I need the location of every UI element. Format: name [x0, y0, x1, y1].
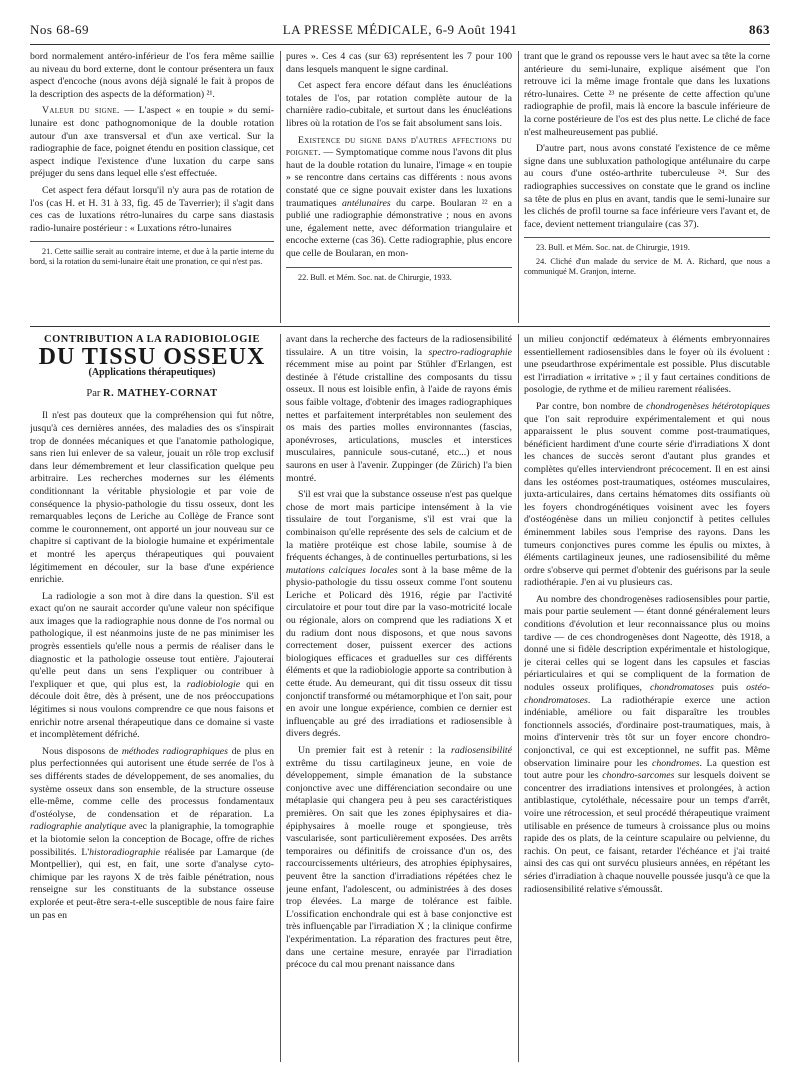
- paragraph: D'autre part, nous avons constaté l'existence de ce même signe dans une subluxation pathologique antélunaire du carpe au cours d'une ostéo-arthrite tuberculeuse ²⁴. Sur des radiographies successives on constate que le grand os incline sa tête de plus en plus en avant, tandis que le semi-lunaire sur les clichés de profil tourne sa face inférieure vers l'avant et, de face, devient nettement triangulaire (cas 37).: [524, 143, 770, 230]
- paragraph: Cet aspect fera défaut lorsqu'il n'y aura pas de rotation de l'os (cas H. et H. 31 à 33, fig. 45 de Taverrier); il s'agit dans ces cas de luxations rétro-lunaires du carpe sans diastasis radio-lunaire postérieur : « Luxations rétro-lunaires: [30, 184, 274, 234]
- paragraph: [286, 745, 512, 972]
- paragraph-text: Nous disposons de: [42, 745, 122, 757]
- column-divider: [518, 51, 519, 323]
- page-number: 863: [749, 22, 770, 37]
- emphasis: ostéo-chondromatoses: [524, 682, 770, 706]
- emphasis: chondromes: [652, 757, 700, 769]
- paragraph-text: avec la planigraphie, la tomographie et la biotomie selon la conception de Bocage, offre de riches possibilités. L': [30, 821, 274, 858]
- emphasis: chondro-sarcomes: [602, 770, 675, 782]
- article-heading: [30, 334, 274, 400]
- emphasis: méthodes radiographiques: [121, 745, 228, 757]
- footnote-separator: [30, 241, 274, 242]
- section-label: Valeur du signe.: [42, 105, 120, 117]
- top-column-3: [524, 51, 770, 325]
- article-kicker: CONTRIBUTION A LA RADIOBIOLOGIE: [44, 334, 260, 345]
- paragraph-text: sur lesquels doivent se concentrer des irradiations intensives et prolongées, à action antiblastique, cytoléthale, nécessaire pour un temps d'arrêt, voire une rétrocession, et seul procédé thérapeutique vraiment utilisable en présence de tumeurs à croissance plus ou moins rapide des os plats, de la ceinture scapulaire ou pelvienne, du rachis. On peut, ce faisant, retarder l'échéance et j'ai traité ainsi des cas qui ont survécu plusieurs années, en répétant les séries d'irradiation à chaque nouvelle poussée jusqu'à ce que la radiosensibilité relative s'émoussât.: [524, 770, 770, 895]
- paragraph: Cet aspect fera encore défaut dans les énucléations totales de l'os, par rotation complète autour de la charnière radio-cubitale, et surtout dans les énucléations libres où la rotation de l'os se fait absolument sans lois.: [286, 80, 512, 129]
- paragraph-text: — L'aspect « en toupie » du semi-lunaire est donc pathognomonique de la double rotation autour d'un axe transversal et d'un axe vertical. Sur la radiographie de face, poignet étendu en position classique, cet aspect indique l'existence d'une luxation du carpe sans préjuger du sens dans lequel elle s'est effectuée.: [30, 105, 274, 180]
- paragraph: pures ». Ces 4 cas (sur 63) représentent les 7 pour 100 dans lesquels manquent le signe cardinal.: [286, 51, 512, 75]
- paragraph: [286, 489, 512, 741]
- column-divider: [280, 51, 281, 323]
- paragraph-text: de plus en plus perfectionnées qui autorisent une étude serrée de l'os à ses différents stades de développement, de ses anomalies, du système osseux dans son ensemble, de la structure osseuse elle-même, comme celle des processus fondamentaux d'ostéolyse, de condensation et de réparation. La: [30, 745, 274, 820]
- paragraph: [30, 105, 274, 181]
- paragraph-text: Un premier fait est à retenir : la: [298, 745, 452, 756]
- emphasis: mutations calciques locales: [286, 564, 398, 576]
- column-divider: [518, 334, 519, 1062]
- issue-number: Nos 68-69: [30, 22, 90, 37]
- paragraph-text: Par contre, bon nombre de: [536, 400, 647, 412]
- header-rule: [30, 44, 770, 45]
- paragraph: bord normalement antéro-inférieur de l'os fera même saillie au niveau du bord externe, dont le contour présentera un faux aspect d'encoche (nous avons déjà signalé le fait à propos de la description des aspects de la déformation) ²¹.: [30, 51, 274, 100]
- article-column-1: [30, 334, 274, 1064]
- paragraph: un milieu conjonctif œdémateux à éléments embryonnaires essentiellement radiosensibles dans le foyer où ils évoluent : une pseudarthrose expérimentale est possible. Plus discutable est l'irradiation « irritative » ; il y faut certaines conditions de posologie, de rythme et de milieu rarement réalisées.: [524, 334, 770, 396]
- article-column-3: [524, 334, 770, 1064]
- section-label: Existence du signe dans d'autres affections du poignet.: [286, 134, 512, 159]
- paragraph-text: . La radiothérapie exerce une action indéniable, améliore ou fait disparaître les troubles fonctionnels associés, d'ordinaire post-traumatiques, mais, à moins d'intervenir très tôt sur un foyer encore chondro-conjonctival, ce qui est exceptionnel, ne suffit pas. Même observation liminaire pour les: [524, 694, 770, 769]
- author-name: R. MATHEY-CORNAT: [103, 387, 218, 399]
- paragraph-text: puis: [713, 682, 747, 694]
- paragraph: trant que le grand os repousse vers le haut avec sa tête la corne antérieure du semi-lunaire, explique aisément que l'on retrouve ici la même image frontale que dans les luxations rétro-lunaires. Cette ²³ ne présente de cette affection qu'une radiographie de profil, mais là encore la bascule inférieure de la corne postérieure de l'os est des plus nette. Le cliché de face n'est malheureusement pas publié.: [524, 51, 770, 138]
- emphasis: chondrogenèses hétérotopiques: [646, 400, 770, 412]
- paragraph-text: sont à la base même de la physio-pathologie du tissu osseux comme l'ont soutenu Leriche et Policard dès 1916, régie par l'activité circulatoire et pour tout dire par la vaso-motricité locale ou régionale, alors on comprend que les radiations X et du radium dont nous disposons, et que nous savons correctement doser, puissent exercer des actions biologiques efficaces et graduelles sur ces différents éléments et que la radiobiologie apporte sa contribution à cette étude. Au demeurant, qui dit tissu osseux dit tissu conjonctif transformé ou métamorphique et l'on sait, pour en avoir une longue expérience, combien ce dernier est influençable au gré des irradiations et radiosensible à divers degrés.: [286, 564, 512, 740]
- paragraph-text: récemment mise au point par Stühler d'Erlangen, est destinée à l'étude cristalline des composants du tissu osseux. Il nous est loisible enfin, à l'aide de rayons émis sous faible voltage, d'obtenir des images radiographiques nettes et parfaitement interprétables non seulement des os mais des parties molles environnantes (fascias, aponévroses, articulations, muscles et interstices musculaires, pannicule sous-cutané, etc...) et nous saurons en user à l'avenir. Zuppinger (de Zürich) l'a bien montré.: [286, 359, 512, 484]
- paragraph: [524, 401, 770, 590]
- section-rule: [30, 326, 770, 327]
- paragraph-text: avant dans la recherche des facteurs de la radiosensibilité tissulaire. A un titre voisin, la: [286, 334, 512, 358]
- paragraph-text: extrême du tissu cartilagineux jeune, en voie de développement, simple émanation de la substance conjonctive avec une différenciation secondaire ou une métaplasie qui changera peu à peu ses caractéristiques premières. On sait que les zones épiphysaires et dia-épiphysaires à moelle rouge et spongieuse, très vascularisée, sont particulièrement exposées. Des arrêts temporaires ou définitifs de croissance d'un os, des raccourcissements ultérieurs, des atrophies épiphysaires, peuvent être la sanction d'irradiations répétées chez le jeune enfant, l'adolescent, ou administrées à des doses trop élevées. La marge de tolérance est faible. L'ossification enchondrale qui est à base conjonctive est très influençable par l'irradiation X ; la clinique confirme l'expérimentation. La réparation des fractures peut être, dans une certaine mesure, enrayée par l'irradiation précoce du cal mou prenant naissance dans: [286, 757, 512, 971]
- emphasis: historadiographie: [89, 846, 160, 858]
- emphasis: chondromatoses: [649, 682, 714, 694]
- article-title: DU TISSU OSSEUX: [38, 343, 266, 370]
- paragraph: [524, 594, 770, 896]
- footnote: 23. Bull. et Mém. Soc. nat. de Chirurgie, 1919.: [536, 243, 690, 253]
- top-column-2: [286, 51, 512, 325]
- emphasis: antélunaires: [342, 197, 391, 209]
- column-divider: [280, 334, 281, 1062]
- emphasis: radiographie analytique: [30, 821, 127, 833]
- footnote-separator: [524, 237, 770, 238]
- paragraph: Il n'est pas douteux que la compréhension qui fut nôtre, jusqu'à ces dernières années, des maladies des os s'inspirait trop de données mécaniques et que l'anatomie pathologique, sans rien lui enlever de sa valeur, jouait un rôle trop exclusif dans leur démembrement et leur classification quelque peu arbitraire. Les recherches modernes sur les éléments conditionnant la véritable physiologie et par voie de conséquence la physio-pathologie du tissu osseux, dont les remarquables leçons de Leriche au Collège de France sont comme le couronnement, ont apporté un jour nouveau sur ce chapitre si captivant de la biologie humaine et expérimentale et montré les aperçus thérapeutiques qui pouvaient légitimement en découler, sur la base d'une expérience enrichie.: [30, 410, 274, 586]
- article-subtitle: (Applications thérapeutiques): [88, 367, 216, 379]
- paragraph-text: que l'on sait reproduire expérimentalement et qui nous apparaissent le plus souvent comme post-traumatiques, bénéficient hardiment d'une courte série d'irradiations X dont les chances de succès seront d'autant plus grandes et complètes qu'elles interviendront précocement. Il en est ainsi dans les ostéomes post-traumatiques, ostéomes musculaires, juxta-articulaires, dans certains hématomes dits ossifiants où les foyers chondrogénétiques voisinent avec les foyers d'ostéogénèse dans un milieu conjonctif à petites cellules éminemment labiles sous l'emprise des rayons. Dans les tumeurs conjonctives pures comme les épulis ou mixtes, à éléments cartilagineux jeunes, une radiosensibilité du même ordre s'observe qui permet d'obtenir des guérisons par la seule radiothérapie. J'en ai vu plusieurs cas.: [524, 413, 770, 589]
- paragraph-text: Au nombre des chondrogenèses radiosensibles pour partie, mais pour partie seulement — étant donné généralement leurs conditions d'évolution et leur reconnaissance plus ou moins tardive — de ces chondrogenèses dont Nageotte, dès 1918, a donné une si fidèle description expérimentale et histologique, je citerai celles qui se logent dans les capsules et fascias périarticulaires et qui se compliquent de la formation de nodules osseux prolifiques,: [524, 593, 770, 694]
- emphasis: spectro-radiographie: [428, 346, 512, 358]
- paragraph-text: — Symptomatique comme nous l'avons dit plus haut de la double rotation du lunaire, l'image « en toupie » se rencontre dans certains cas différents : nous avons constaté que ce signe pouvait exister dans les luxations traumatiques: [286, 147, 512, 209]
- paragraph-text: du carpe. Boularan ²² en a publié une radiographie démonstrative ; nous en avons une, également nette, avec déformation triangulaire et encoche externe (cas 36). Cette radiographie, plus encore que celle de Boularan, en mon-: [286, 197, 512, 259]
- paragraph-text: réalisée par Lamarque (de Montpellier), qui est, en fait, une sorte d'analyse cyto-chimique par les rayons X de très faible pénétration, nous renseigne sur les constituants de la substance osseuse explorée et peut-être sera-t-elle susceptible de nous faire faire un pas en: [30, 846, 274, 921]
- footnote: 21. Cette saillie serait au contraire interne, et due à la partie interne du bord, si la rotation du semi-lunaire était une pronation, ce qui n'est pas.: [30, 247, 274, 267]
- article-column-2: [286, 334, 512, 1064]
- top-column-1: [30, 51, 274, 325]
- running-header: [30, 22, 770, 42]
- footnote-separator: [286, 267, 512, 268]
- paragraph: [286, 135, 512, 261]
- paragraph-text: La radiologie a son mot à dire dans la question. S'il est exact qu'on ne saurait accorder qu'une valeur non spécifique aux images que la radiographie nous donne de l'os normal ou pathologique, il est néanmoins juste de ne pas minimiser les progrès essentiels qu'elle nous a permis de réaliser dans le diagnostic et la pathologie osseuse tout entière. J'ajouterai qu'elle peut dans un sens l'expliquer ou contribuer à l'expliquer et que, qui plus est, la: [30, 590, 274, 690]
- author-prefix: Par: [86, 387, 104, 399]
- paragraph-text: S'il est vrai que la substance osseuse n'est pas quelque chose de mort mais participe intensément à la vie tissulaire de tout l'organisme, s'il est vrai que la combinaison qu'elle représente des sels de calcium et de la matière protéique est chose labile, soumise à de fréquents échanges, à de continuelles perturbations, si les: [286, 489, 512, 564]
- paragraph: [286, 334, 512, 485]
- emphasis: radiosensibilité: [451, 745, 512, 756]
- footnote: 24. Cliché d'un malade du service de M. A. Richard, que nous a communiqué M. Granjon, interne.: [524, 257, 770, 277]
- paragraph-text: . La question est tout autre pour les: [524, 757, 770, 782]
- article-author: [30, 388, 274, 401]
- footnote: 22. Bull. et Mém. Soc. nat. de Chirurgie, 1933.: [298, 272, 452, 282]
- paragraph: [30, 591, 274, 742]
- paragraph-text: qui en découle doit être, dès à présent, une de nos préoccupations légitimes si nous voulons comprendre ce que nous faisons et enrichir notre arsenal thérapeutique dans ce domaine si vaste et incomplètement défriché.: [30, 678, 274, 741]
- journal-title: LA PRESSE MÉDICALE, 6-9 Août 1941: [282, 22, 518, 37]
- paragraph: [30, 746, 274, 922]
- emphasis: radiobiologie: [186, 678, 241, 690]
